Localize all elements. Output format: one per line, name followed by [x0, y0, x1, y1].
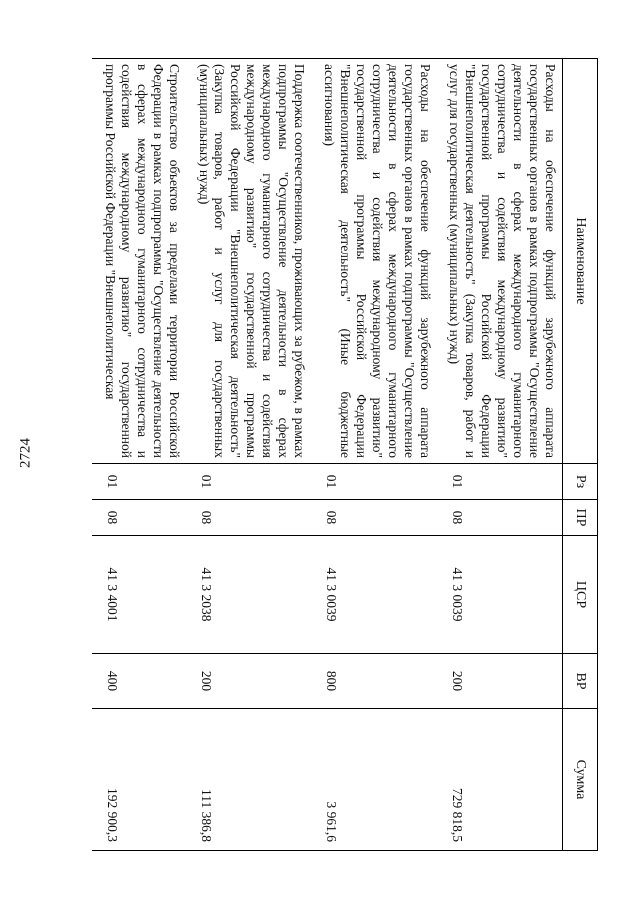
row-vr: 400 — [92, 654, 186, 709]
row-vr: 800 — [311, 654, 436, 709]
table-row — [186, 59, 311, 851]
row-vr: 200 — [186, 654, 311, 709]
row-name: Расходы на обеспечение функций зарубежного аппарата государственных органов в рамках подпрограммы "Осуществление деятельности в сферах международного гуманитарного сотрудничества и содействия международному развитию" государственной программы Российской Федерации "Внешнеполитическая деятельность" (Закупка товаров, работ и услуг для государственных (муниципальных) нужд) — [437, 59, 563, 464]
row-sum: 111 386,8 — [186, 709, 311, 851]
row-csr: 41 3 4001 — [92, 536, 186, 654]
row-rz: 01 — [311, 464, 436, 500]
table-row — [92, 59, 186, 851]
row-rz: 01 — [186, 464, 311, 500]
row-rz: 01 — [437, 464, 563, 500]
row-name: Поддержка соотечественников, проживающих за рубежом, в рамках подпрограммы "Осуществление деятельности в сферах международного гуманитарного сотрудничества и содействия международному развитию" государственной программы Российской Федерации "Внешнеполитическая деятельность" (Закупка товаров, работ и услуг для государственных (муниципальных) нужд) — [186, 59, 311, 464]
header-rz: Рз — [563, 464, 598, 500]
row-sum: 729 818,5 — [437, 709, 563, 851]
row-pr: 08 — [186, 500, 311, 536]
header-name: Наименование — [563, 59, 598, 464]
table-header-row — [563, 59, 598, 851]
row-name: Строительство объектов за пределами территории Российской Федерации в рамках подпрограммы "Осуществление деятельности в сферах международного гуманитарного сотрудничества и содействия международному развитию" государственной программы Российской Федерации "Внешнеполитическая — [92, 59, 186, 464]
row-sum: 192 900,3 — [92, 709, 186, 851]
page-number: 2724 — [17, 438, 34, 468]
header-vr: ВР — [563, 654, 598, 709]
row-rz: 01 — [92, 464, 186, 500]
header-pr: ПР — [563, 500, 598, 536]
table-row — [437, 59, 563, 851]
row-pr: 08 — [311, 500, 436, 536]
rotated-page-content — [75, 58, 598, 850]
row-pr: 08 — [437, 500, 563, 536]
header-csr: ЦСР — [563, 536, 598, 654]
row-pr: 08 — [92, 500, 186, 536]
budget-table — [92, 58, 598, 851]
table-row — [311, 59, 436, 851]
row-sum: 3 961,6 — [311, 709, 436, 851]
row-csr: 41 3 2038 — [186, 536, 311, 654]
row-name: Расходы на обеспечение функций зарубежного аппарата государственных органов в рамках подпрограммы "Осуществление деятельности в сферах международного гуманитарного сотрудничества и содействия международному развитию" государственной программы Российской Федерации "Внешнеполитическая деятельность" (Иные бюджетные ассигнования) — [311, 59, 436, 464]
row-vr: 200 — [437, 654, 563, 709]
row-csr: 41 3 0039 — [437, 536, 563, 654]
header-sum: Сумма — [563, 709, 598, 851]
row-csr: 41 3 0039 — [311, 536, 436, 654]
